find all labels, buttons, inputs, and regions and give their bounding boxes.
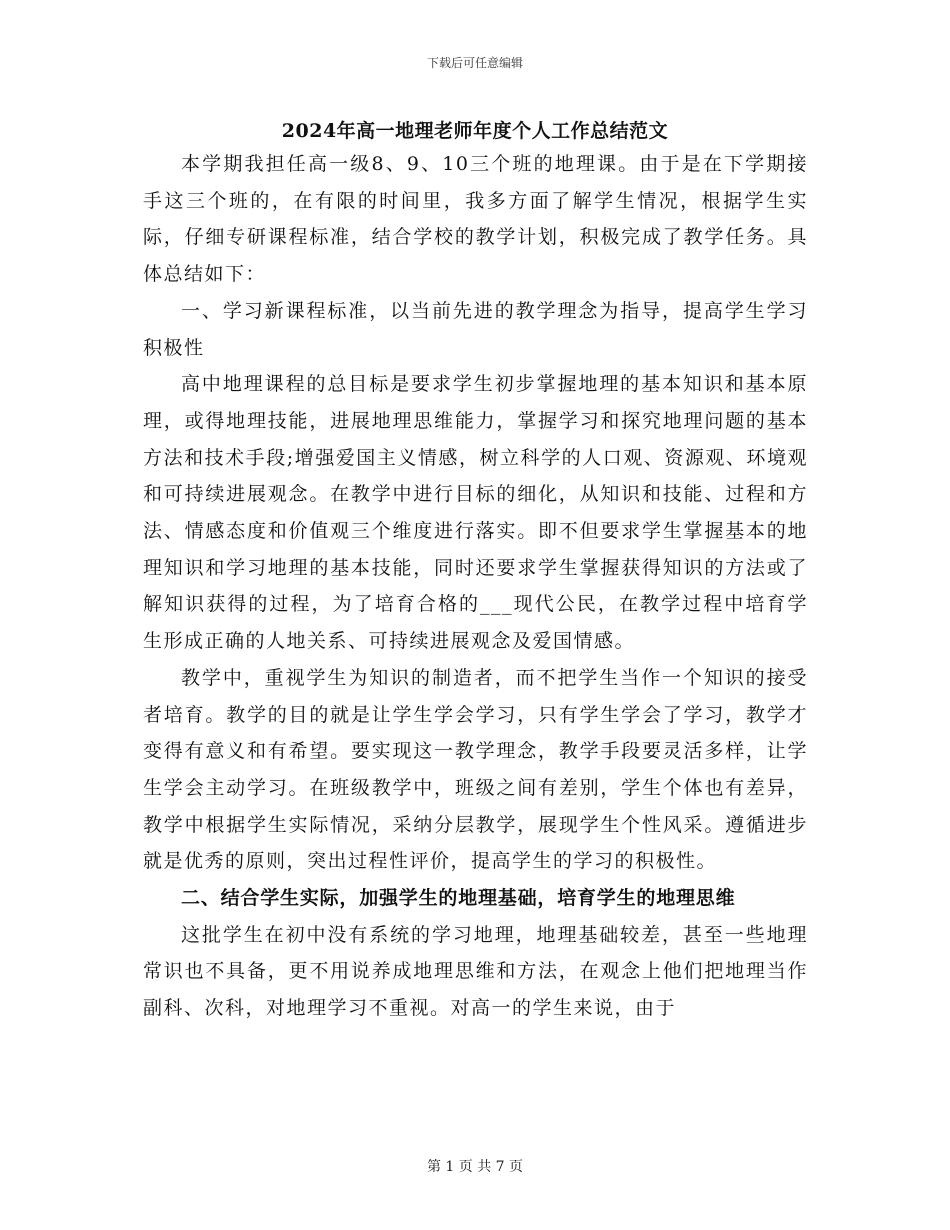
- page-number: 第 1 页 共 7 页: [426, 1159, 524, 1175]
- paragraph-student-background: 这批学生在初中没有系统的学习地理，地理基础较差，甚至一些地理常识也不具备，更不用说养成地理思维和方法，在观念上他们把地理当作副科、次科，对地理学习不重视。对高一的学生来说，由于: [143, 923, 808, 1020]
- paragraph-intro: 本学期我担任高一级8、9、10三个班的地理课。由于是在下学期接手这三个班的，在有限的时间里，我多方面了解学生情况，根据学生实际，仔细专研课程标准，结合学校的教学计划，积极完成了教学任务。具体总结如下：: [143, 153, 808, 286]
- section-heading-1: 一、学习新课程标准，以当前先进的教学理念为指导，提高学生学习积极性: [143, 299, 808, 359]
- document-title: 2024年高一地理老师年度个人工作总结范文: [281, 120, 669, 142]
- section-heading-2: 二、结合学生实际，加强学生的地理基础，培育学生的地理思维: [181, 887, 736, 910]
- header-note: 下载后可任意编辑: [426, 56, 523, 70]
- paragraph-teaching-method: 教学中，重视学生为知识的制造者，而不把学生当作一个知识的接受者培育。教学的目的就是让学生学会学习，只有学生学会了学习，教学才变得有意义和有希望。要实现这一教学理念，教学手段要灵活多样，让学生学会主动学习。在班级教学中，班级之间有差别，学生个体也有差异，教学中根据学生实际情况，采纳分层教学，展现学生个性风采。遵循进步就是优秀的原则，突出过程性评价，提高学生的学习的积极性。: [143, 666, 808, 873]
- document-body: [143, 146, 808, 1027]
- paragraph-curriculum-goals: 高中地理课程的总目标是要求学生初步掌握地理的基本知识和基本原理，或得地理技能，进展地理思维能力，掌握学习和探究地理问题的基本方法和技术手段;增强爱国主义情感，树立科学的人口观、资源观、环境观和可持续进展观念。在教学中进行目标的细化，从知识和技能、过程和方法、情感态度和价值观三个维度进行落实。即不但要求学生掌握基本的地理知识和学习地理的基本技能，同时还要求学生掌握获得知识的方法或了解知识获得的过程，为了培育合格的___现代公民，在教学过程中培育学生形成正确的人地关系、可持续进展观念及爱国情感。: [143, 373, 808, 653]
